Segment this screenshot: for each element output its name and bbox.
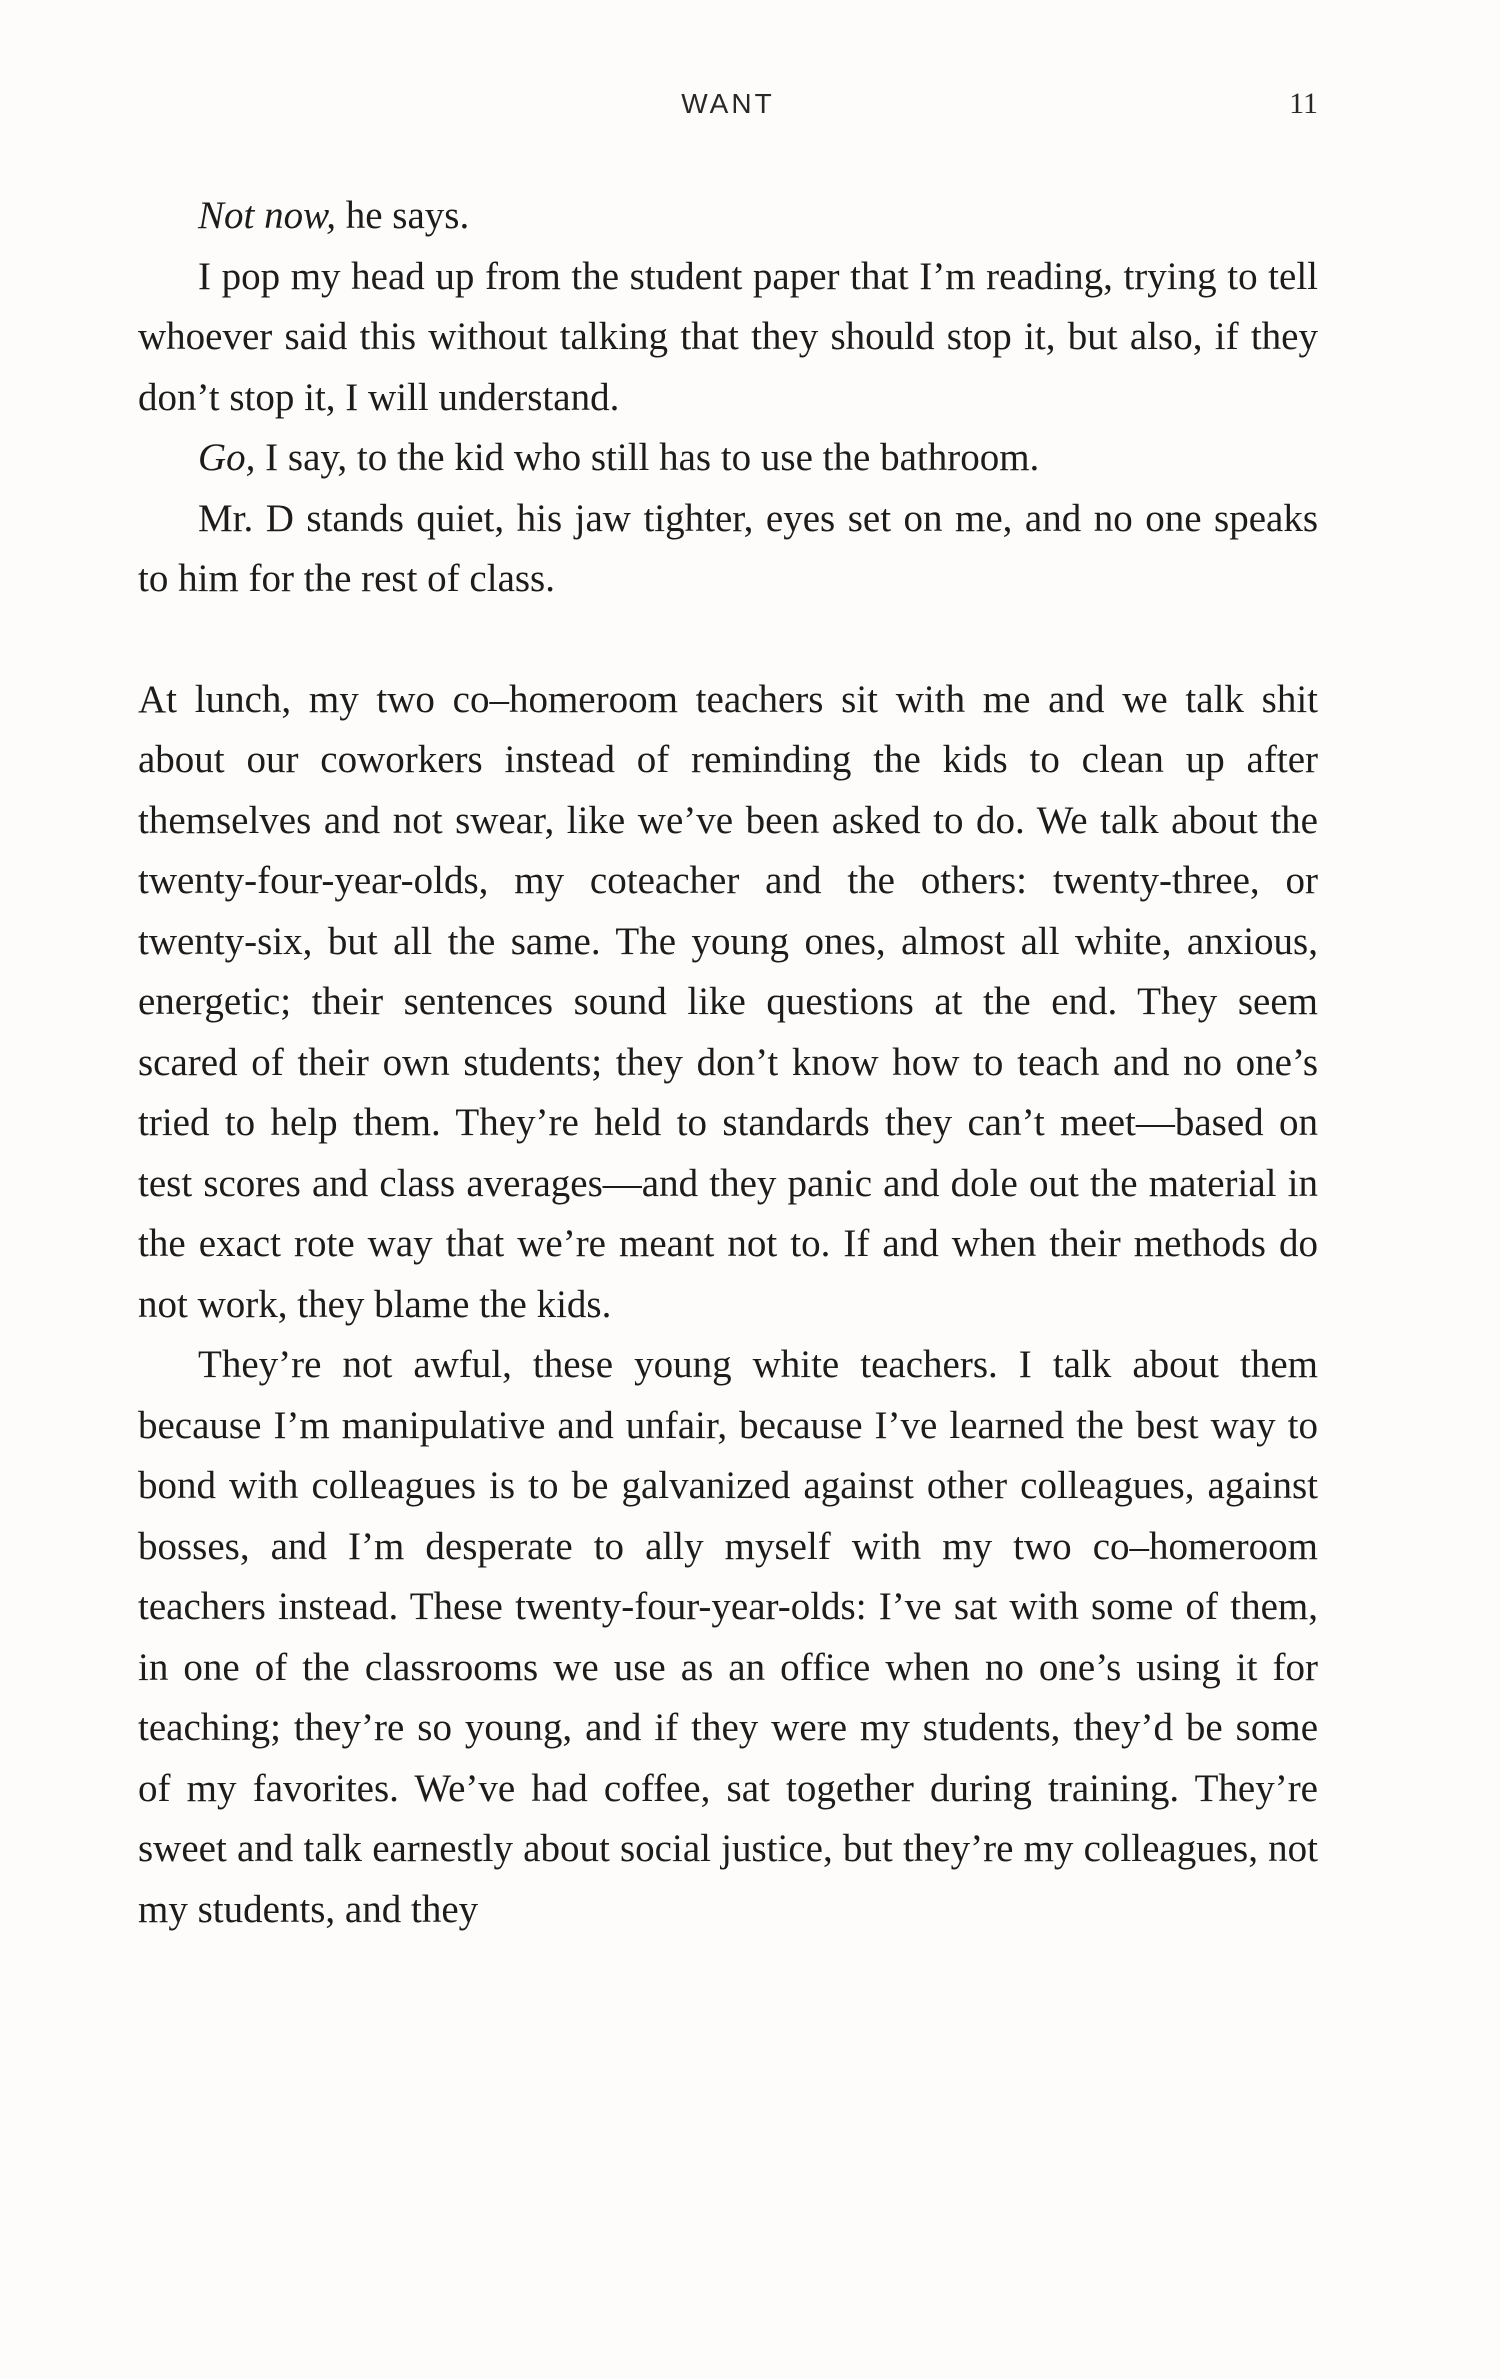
paragraph	[138, 670, 1318, 1336]
running-title: WANT	[681, 88, 775, 119]
paragraph	[138, 489, 1318, 610]
italic-phrase: Go,	[198, 436, 256, 479]
paragraph	[138, 247, 1318, 429]
paragraph-text: They’re not awful, these young white teachers. I talk about them because I’m manipulative and unfair, because I’ve learned the best way to bond with colleagues is to be galvanized against other colleagues, against bosses, and I’m desperate to ally myself with my two co–homeroom teachers instead. These twenty-four-year-olds: I’ve sat with some of them, in one of the classrooms we use as an office when no one’s using it for teaching; they’re so young, and if they were my students, they’d be some of my favorites. We’ve had coffee, sat together during training. They’re sweet and talk earnestly about social justice, but they’re my colleagues, not my students, and they	[138, 1343, 1318, 1931]
page-number: 11	[1289, 87, 1318, 120]
paragraph-text: Mr. D stands quiet, his jaw tighter, eyes set on me, and no one speaks to him for the rest of class.	[138, 496, 1318, 600]
running-head	[138, 84, 1318, 124]
paragraph-text: I pop my head up from the student paper that I’m reading, trying to tell whoever said this without talking that they should stop it, but also, if they don’t stop it, I will understand.	[138, 254, 1318, 419]
paragraph	[138, 1335, 1318, 1940]
italic-phrase: Not now,	[198, 194, 336, 237]
paragraph-text: I say, to the kid who still has to use the bathroom.	[255, 436, 1040, 479]
body-text	[138, 186, 1318, 1940]
paragraph	[138, 186, 1318, 247]
paragraph-text: At lunch, my two co–homeroom teachers sit with me and we talk shit about our coworkers instead of reminding the kids to clean up after themselves and not swear, like we’ve been asked to do. We talk about the twenty-four-year-olds, my coteacher and the others: twenty-three, or twenty-six, but all the same. The young ones, almost all white, anxious, energetic; their sentences sound like questions at the end. They seem scared of their own students; they don’t know how to teach and no one’s tried to help them. They’re held to standards they can’t meet—based on test scores and class averages—and they panic and dole out the material in the exact rote way that we’re meant not to. If and when their methods do not work, they blame the kids.	[138, 677, 1318, 1326]
paragraph	[138, 428, 1318, 489]
paragraph-text: he says.	[335, 194, 470, 237]
